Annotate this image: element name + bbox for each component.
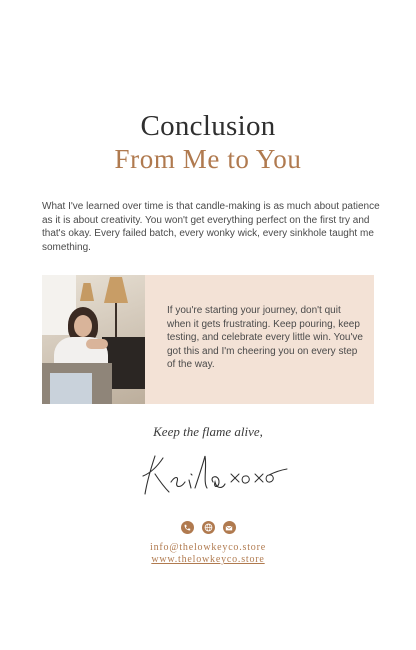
globe-icon[interactable]: [202, 521, 215, 534]
message-panel: [42, 275, 374, 404]
contact-website[interactable]: [0, 554, 416, 565]
panel-message: If you're starting your journey, don't quit when it gets frustrating. Keep pouring, keep testing, and celebrate every little win. You've got this and I'm cheering you on every step of the way.: [167, 305, 363, 371]
contact-icons: [0, 521, 416, 534]
portrait-photo: [42, 275, 145, 404]
phone-icon[interactable]: [181, 521, 194, 534]
email-icon[interactable]: [223, 521, 236, 534]
page-title: Conclusion: [140, 110, 276, 142]
intro-paragraph: What I've learned over time is that candle-making is as much about patience as it is about creativity. You won't get everything perfect on the first try and that's okay. Every failed batch, every wonky wick, every sinkhole taught me something.: [42, 201, 380, 253]
signature-graphic: [133, 442, 293, 502]
website-link[interactable]: www.thelowkeyco.store: [151, 554, 265, 565]
contact-email[interactable]: info@thelowkeyco.store: [150, 542, 266, 553]
page-subtitle: From Me to You: [114, 144, 302, 174]
closing-line: Keep the flame alive,: [153, 424, 263, 439]
